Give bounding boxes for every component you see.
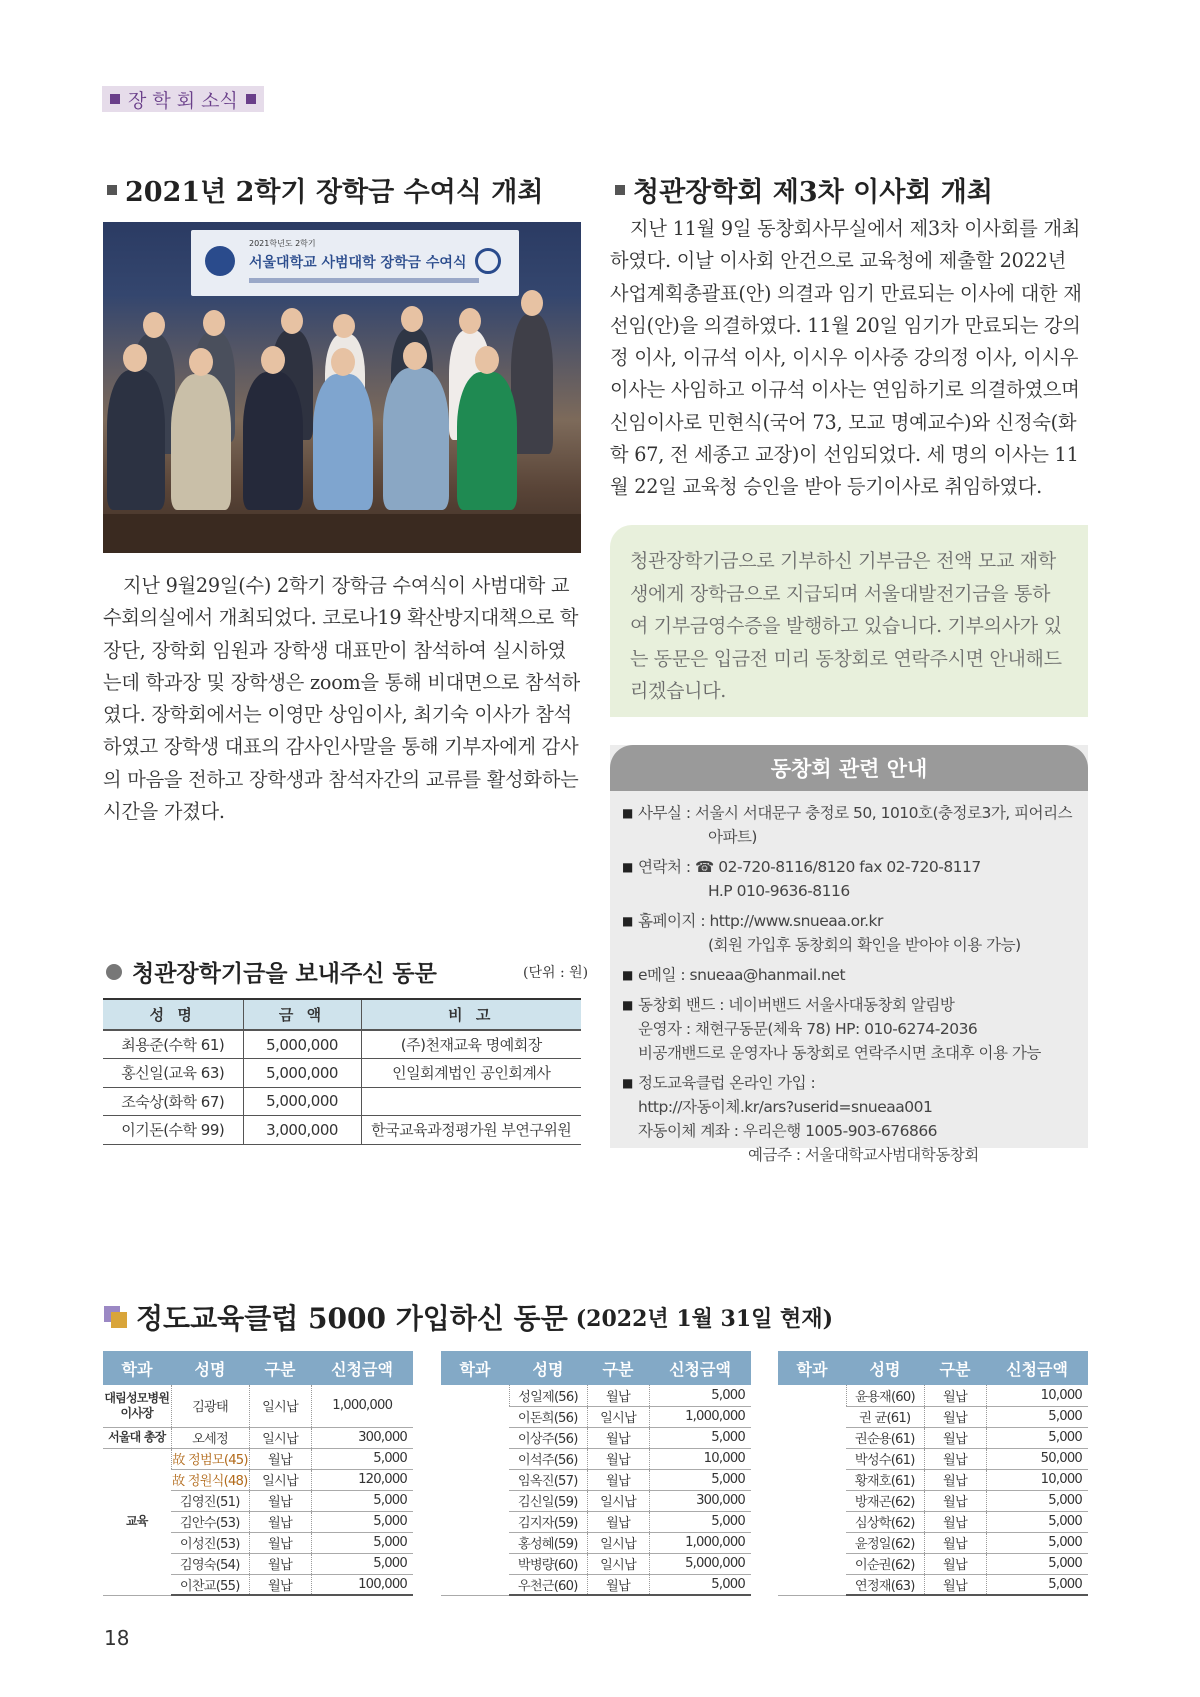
member-amount: 5,000: [986, 1490, 1088, 1511]
club-table-header-row: [441, 1351, 751, 1385]
donor-note: 인일회계법인 공인회계사: [361, 1059, 581, 1088]
info-line: H.P 010-9636-8116: [708, 882, 850, 900]
member-name: 김광태: [171, 1385, 249, 1427]
table-row: [441, 1385, 751, 1406]
member-amount: 5,000: [649, 1511, 751, 1532]
member-name: 故 정범모(45): [171, 1448, 249, 1469]
emblem-icon: [475, 248, 501, 274]
info-item-lines: [638, 993, 1076, 1065]
member-amount: 120,000: [311, 1469, 413, 1490]
info-line: (회원 가입후 동창회의 확인을 받아야 이용 가능): [708, 936, 1021, 954]
member-name: 연정재(63): [846, 1574, 924, 1595]
member-name: 황재호(61): [846, 1469, 924, 1490]
donation-notice-box: [610, 525, 1088, 717]
photo-banner-small: 2021학년도 2학기: [249, 239, 316, 248]
header-dept: 학과: [778, 1351, 846, 1385]
member-amount: 5,000,000: [649, 1553, 751, 1574]
member-name: 이상주(56): [509, 1427, 587, 1448]
member-name: 우천근(60): [509, 1574, 587, 1595]
club-date: (2022년 1월 31일 현재): [575, 1305, 833, 1332]
info-line: 아파트): [708, 828, 757, 846]
club-table-header-row: [103, 1351, 413, 1385]
info-line: 홈페이지 : http://www.snueaa.or.kr: [638, 912, 883, 930]
member-type: 월납: [249, 1490, 311, 1511]
member-type: 월납: [587, 1385, 649, 1406]
page-number: 18: [104, 1626, 130, 1650]
person-head: [331, 348, 355, 376]
club-table-2: [441, 1351, 751, 1596]
article1-body: [103, 570, 581, 828]
member-type: 월납: [924, 1469, 986, 1490]
info-item: [622, 963, 1076, 987]
person-figure: [383, 368, 449, 510]
member-name: 이돈희(56): [509, 1406, 587, 1427]
member-amount: 5,000: [649, 1385, 751, 1406]
info-line: e메일 : snueaa@hanmail.net: [638, 966, 846, 984]
info-line: 정도교육클럽 온라인 가입 :: [638, 1074, 816, 1092]
member-type: 월납: [587, 1574, 649, 1595]
person-figure: [511, 314, 553, 454]
member-type: 일시납: [587, 1406, 649, 1427]
donation-notice-text: 청관장학기금으로 기부하신 기부금은 전액 모교 재학생에게 장학금으로 지급되며 서울대발전기금을 통하여 기부금영수증을 발행하고 있습니다. 기부의사가 있는 동문은 입금전 미리 동창회로 연락주시면 안내해드리겠습니다.: [630, 550, 1062, 702]
club-table-3: [778, 1351, 1088, 1596]
member-amount: 50,000: [986, 1448, 1088, 1469]
person-head: [333, 314, 355, 338]
member-type: 월납: [924, 1532, 986, 1553]
person-figure: [457, 372, 517, 510]
table-row: [103, 1087, 581, 1116]
donor-name: 조숙상(화학 67): [103, 1087, 243, 1116]
member-type: 월납: [924, 1385, 986, 1406]
member-name: 방재곤(62): [846, 1490, 924, 1511]
fund-unit: (단위 : 원): [523, 965, 589, 981]
info-line: 자동이체 계좌 : 우리은행 1005-903-676866: [638, 1122, 938, 1140]
member-type: 월납: [587, 1469, 649, 1490]
photo-floor: [103, 514, 581, 553]
member-amount: 5,000: [986, 1511, 1088, 1532]
member-amount: 5,000: [311, 1448, 413, 1469]
member-amount: 5,000: [311, 1511, 413, 1532]
table-row: [103, 1448, 413, 1469]
member-amount: 5,000: [311, 1553, 413, 1574]
person-figure: [107, 370, 165, 510]
table-row: [103, 1385, 413, 1427]
club-title: 정도교육클럽 5000 가입하신 동문: [136, 1302, 568, 1335]
member-type: 월납: [249, 1553, 311, 1574]
member-type: 월납: [249, 1574, 311, 1595]
club-table-1: [103, 1351, 413, 1596]
square-bullet-icon: ■: [622, 914, 633, 928]
square-bullet-icon: [107, 185, 117, 195]
member-name: 윤용재(60): [846, 1385, 924, 1406]
member-name: 박병량(60): [509, 1553, 587, 1574]
person-head: [401, 306, 423, 332]
member-name: 이순권(62): [846, 1553, 924, 1574]
member-amount: 5,000: [311, 1532, 413, 1553]
photo-banner-main: 서울대학교 사범대학 장학금 수여식: [249, 255, 467, 271]
article2-body: [610, 213, 1088, 504]
donor-note: (주)천재교육 명예회장: [361, 1030, 581, 1059]
fund-header-amount: 금 액: [243, 999, 361, 1030]
header-type: 구분: [249, 1351, 311, 1385]
info-line: http://자동이체.kr/ars?userid=snueaa001: [638, 1098, 933, 1116]
fund-table-header-row: [103, 999, 581, 1030]
member-type: 일시납: [587, 1532, 649, 1553]
person-head: [281, 308, 303, 334]
donor-amount: 3,000,000: [243, 1116, 361, 1145]
member-name: 김안수(53): [171, 1511, 249, 1532]
header-name: 성명: [171, 1351, 249, 1385]
header-dept: 학과: [441, 1351, 509, 1385]
member-name: 이찬교(55): [171, 1574, 249, 1595]
member-amount: 5,000: [986, 1406, 1088, 1427]
header-type: 구분: [587, 1351, 649, 1385]
member-name: 성일제(56): [509, 1385, 587, 1406]
member-amount: 5,000: [986, 1574, 1088, 1595]
member-name: 임옥진(57): [509, 1469, 587, 1490]
member-amount: 10,000: [649, 1448, 751, 1469]
donor-name: 홍신일(교육 63): [103, 1059, 243, 1088]
fund-heading: [106, 955, 437, 988]
member-amount: 100,000: [311, 1574, 413, 1595]
header-amount: 신청금액: [311, 1351, 413, 1385]
member-name: 이석주(56): [509, 1448, 587, 1469]
member-dept: [441, 1385, 509, 1595]
member-name: 홍성혜(59): [509, 1532, 587, 1553]
donor-amount: 5,000,000: [243, 1059, 361, 1088]
ceremony-photo: [103, 222, 581, 553]
info-item: [622, 855, 1076, 903]
person-head: [143, 312, 165, 338]
member-amount: 1,000,000: [649, 1532, 751, 1553]
member-type: 월납: [924, 1490, 986, 1511]
member-type: 월납: [924, 1511, 986, 1532]
info-item-lines: [638, 1071, 1076, 1167]
table-row: [778, 1385, 1088, 1406]
member-type: 월납: [249, 1448, 311, 1469]
member-name: 윤정일(62): [846, 1532, 924, 1553]
member-name: 김영숙(54): [171, 1553, 249, 1574]
member-name: 박성수(61): [846, 1448, 924, 1469]
info-line: 비공개밴드로 운영자나 동창회로 연락주시면 초대후 이용 가능: [638, 1044, 1041, 1062]
person-head: [203, 310, 225, 336]
info-item: [622, 1071, 1076, 1167]
person-head: [521, 290, 543, 316]
member-type: 일시납: [587, 1553, 649, 1574]
person-head: [123, 344, 147, 372]
member-type: 일시납: [249, 1469, 311, 1490]
header-name: 성명: [846, 1351, 924, 1385]
member-amount: 5,000: [649, 1469, 751, 1490]
alumni-info-box: [610, 745, 1088, 1164]
member-amount: 5,000: [986, 1427, 1088, 1448]
header-name: 성명: [509, 1351, 587, 1385]
square-bullet-icon: [110, 94, 120, 104]
member-type: 일시납: [587, 1490, 649, 1511]
member-name: 김영진(51): [171, 1490, 249, 1511]
member-type: 일시납: [249, 1385, 311, 1427]
member-name: 심상학(62): [846, 1511, 924, 1532]
member-dept: 교육: [103, 1448, 171, 1595]
member-type: 월납: [587, 1427, 649, 1448]
member-type: 월납: [249, 1532, 311, 1553]
member-amount: 10,000: [986, 1385, 1088, 1406]
member-amount: 1,000,000: [311, 1385, 413, 1427]
alumni-info-title: 동창회 관련 안내: [610, 745, 1088, 791]
donor-amount: 5,000,000: [243, 1030, 361, 1059]
info-line: 사무실 : 서울시 서대문구 충정로 50, 1010호(충정로3가, 피어리스: [638, 804, 1073, 822]
person-head: [459, 308, 481, 334]
member-type: 월납: [587, 1511, 649, 1532]
member-type: 월납: [249, 1511, 311, 1532]
info-item-lines: [638, 963, 1076, 987]
fund-table: [103, 998, 581, 1145]
donor-note: 한국교육과정평가원 부연구위원: [361, 1116, 581, 1145]
info-item: [622, 801, 1076, 849]
table-row: [103, 1030, 581, 1059]
member-name: 故 정원식(48): [171, 1469, 249, 1490]
photo-banner: [191, 230, 519, 296]
person-figure: [171, 374, 231, 510]
article2-heading: [615, 170, 993, 209]
square-bullet-icon: ■: [622, 1076, 633, 1090]
member-dept: 서울대 총장: [103, 1427, 171, 1448]
alumni-info-list: [610, 791, 1088, 1183]
member-name: 오세정: [171, 1427, 249, 1448]
info-item-lines: [638, 909, 1076, 957]
square-bullet-icon: [246, 94, 256, 104]
square-bullet-icon: ■: [622, 806, 633, 820]
donor-name: 최용준(수학 61): [103, 1030, 243, 1059]
header-type: 구분: [924, 1351, 986, 1385]
member-amount: 1,000,000: [649, 1406, 751, 1427]
member-dept: 대림성모병원 이사장: [103, 1385, 171, 1427]
section-tag-label: 장 학 회 소식: [128, 89, 238, 112]
header-dept: 학과: [103, 1351, 171, 1385]
person-head: [261, 346, 285, 374]
person-figure: [243, 372, 303, 510]
article1-title: 2021년 2학기 장학금 수여식 개최: [125, 177, 544, 208]
donor-note: [361, 1087, 581, 1116]
fund-header-note: 비 고: [361, 999, 581, 1030]
member-name: 권순용(61): [846, 1427, 924, 1448]
square-bullet-icon: ■: [622, 998, 633, 1012]
member-type: 월납: [924, 1406, 986, 1427]
member-type: 일시납: [249, 1427, 311, 1448]
member-name: 김신일(59): [509, 1490, 587, 1511]
member-type: 월납: [924, 1553, 986, 1574]
article1-heading: [107, 170, 543, 209]
member-type: 월납: [924, 1427, 986, 1448]
member-amount: 5,000: [649, 1427, 751, 1448]
table-row: [103, 1427, 413, 1448]
member-type: 월납: [587, 1448, 649, 1469]
person-figure: [313, 374, 373, 510]
member-amount: 300,000: [311, 1427, 413, 1448]
fund-header-name: 성 명: [103, 999, 243, 1030]
article2-title: 청관장학회 제3차 이사회 개최: [633, 177, 993, 208]
header-amount: 신청금액: [986, 1351, 1088, 1385]
info-item: [622, 993, 1076, 1065]
person-head: [475, 346, 499, 374]
article1-paragraph: 지난 9월29일(수) 2학기 장학금 수여식이 사범대학 교수회의실에서 개최되었다. 코로나19 확산방지대책으로 학장단, 장학회 임원과 장학생 대표만이 참석하여 실시하였는데 학과장 및 장학생은 zoom을 통해 비대면으로 참석하였다. 장학회에서는 이영만 상임이사, 최기숙 이사가 참석하였고 장학생 대표의 감사인사말을 통해 기부자에게 감사의 마음을 전하고 장학생과 참석자간의 교류를 활성화하는 시간을 가졌다.: [103, 574, 580, 824]
member-type: 월납: [924, 1448, 986, 1469]
club-heading: [104, 1297, 833, 1337]
donor-name: 이기돈(수학 99): [103, 1116, 243, 1145]
twin-square-icon: [104, 1306, 128, 1328]
article2-paragraph: 지난 11월 9일 동창회사무실에서 제3차 이사회를 개최하였다. 이날 이사회 안건으로 교육청에 제출할 2022년 사업계획총괄표(안) 의결과 임기 만료되는 이사에 대한 재선임(안)을 의결하였다. 11월 20일 임기가 만료되는 강의정 이사, 이규석 이사, 이시우 이사중 강의정 이사, 이시우 이사는 사임하고 이규석 이사는 연임하기로 의결하였으며 신임이사로 민현식(국어 73, 모교 명예교수)와 신정숙(화학 67, 전 세종고 교장)이 선임되었다. 세 명의 이사는 11월 22일 교육청 승인을 받아 등기이사로 취임하였다.: [610, 217, 1082, 499]
table-row: [103, 1059, 581, 1088]
info-line: 연락처 : ☎ 02-720-8116/8120 fax 02-720-8117: [638, 858, 981, 876]
square-bullet-icon: [615, 185, 625, 195]
info-line: 예금주 : 서울대학교사범대학동창회: [748, 1146, 979, 1164]
member-dept: [778, 1385, 846, 1595]
info-item-lines: [638, 855, 1076, 903]
info-item: [622, 909, 1076, 957]
info-item-lines: [638, 801, 1076, 849]
circle-bullet-icon: [106, 964, 122, 980]
member-amount: 300,000: [649, 1490, 751, 1511]
member-amount: 5,000: [649, 1574, 751, 1595]
member-amount: 5,000: [311, 1490, 413, 1511]
member-amount: 5,000: [986, 1553, 1088, 1574]
header-amount: 신청금액: [649, 1351, 751, 1385]
section-tag: [102, 86, 264, 112]
person-head: [189, 348, 213, 376]
university-seal-icon: [205, 246, 235, 276]
table-row: [103, 1116, 581, 1145]
banner-subline: [249, 278, 479, 283]
square-bullet-icon: ■: [622, 968, 633, 982]
info-line: 동창회 밴드 : 네이버밴드 서울사대동창회 알림방: [638, 996, 955, 1014]
donor-amount: 5,000,000: [243, 1087, 361, 1116]
member-name: 권 균(61): [846, 1406, 924, 1427]
member-type: 월납: [924, 1574, 986, 1595]
fund-title: 청관장학기금을 보내주신 동문: [132, 960, 437, 987]
club-table-header-row: [778, 1351, 1088, 1385]
member-amount: 10,000: [986, 1469, 1088, 1490]
info-line: 운영자 : 채현구동문(체육 78) HP: 010-6274-2036: [638, 1020, 978, 1038]
member-amount: 5,000: [986, 1532, 1088, 1553]
square-bullet-icon: ■: [622, 860, 633, 874]
member-name: 이성진(53): [171, 1532, 249, 1553]
member-name: 김지자(59): [509, 1511, 587, 1532]
person-head: [403, 342, 427, 370]
